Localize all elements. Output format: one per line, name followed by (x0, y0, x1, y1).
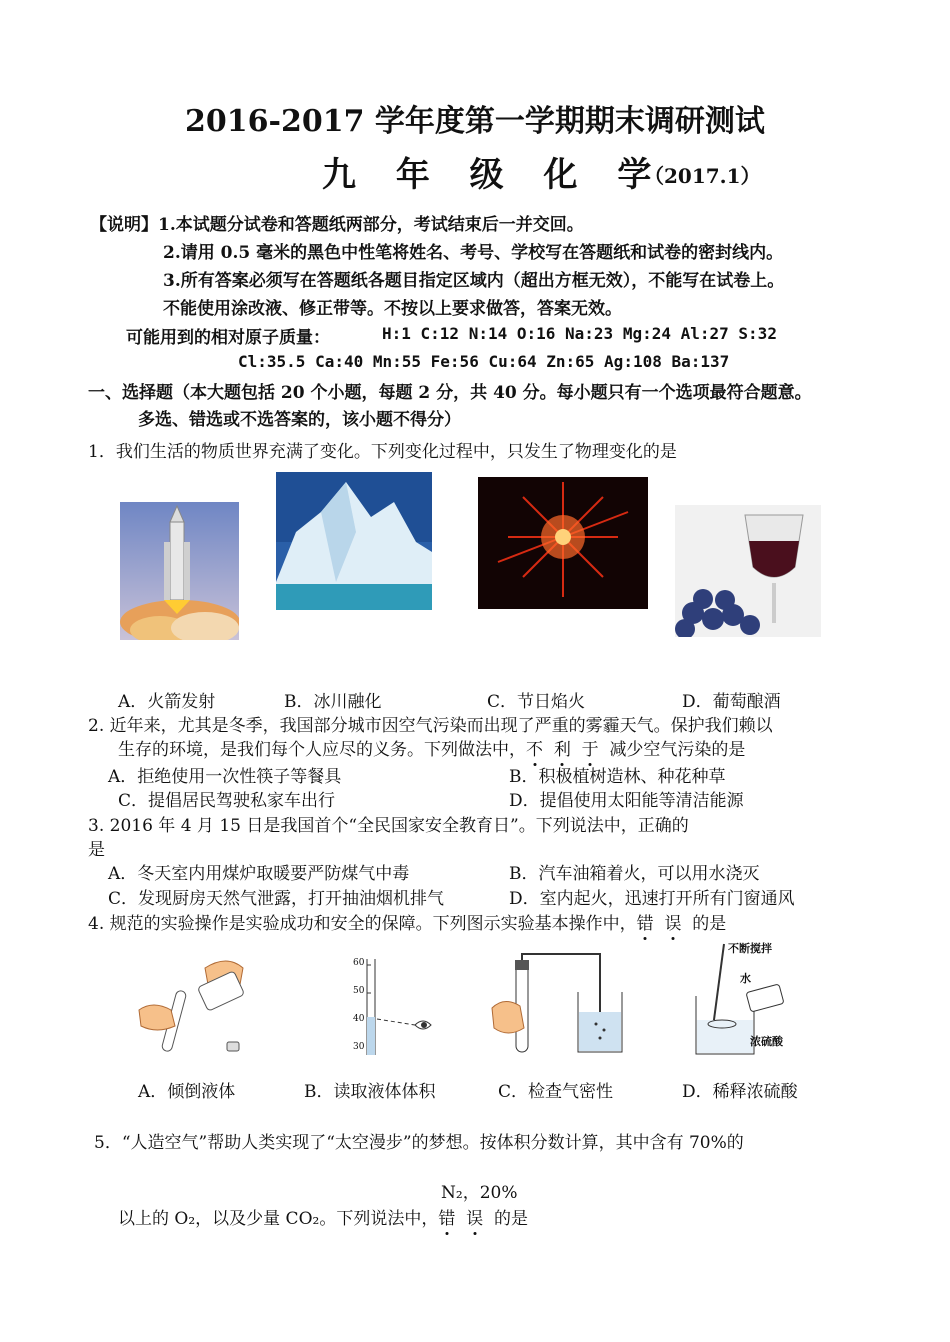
airtightness-check-figure (490, 952, 630, 1058)
rocket-launch-image (120, 502, 239, 640)
emphasis-char: 不 (526, 740, 543, 760)
emphasis-char: 误 (466, 1209, 484, 1229)
emphasis-char: 利 (553, 740, 571, 760)
cylinder-tick-label: 60 (353, 958, 365, 968)
q4-option-d: D．稀释浓硫酸 (682, 1082, 798, 1102)
atomic-masses-row-2: Cl:35.5 Ca:40 Mn:55 Fe:56 Cu:64 Zn:65 Ag:108 Ba:137 (238, 352, 730, 371)
q5-stem-line-1: 5．“人造空气”帮助人类实现了“太空漫步”的梦想。按体积分数计算，其中含有 70%的 (94, 1133, 744, 1153)
q1-stem: 1．我们生活的物质世界充满了变化。下列变化过程中，只发生了物理变化的是 (88, 442, 677, 462)
section-heading-cont: 多选、错选或不选答案的，该小题不得分） (138, 410, 461, 430)
cylinder-tick-label: 30 (353, 1042, 365, 1052)
q3-stem-line-2: 是 (88, 840, 105, 860)
q2-stem-part: 生存的环境，是我们每个人应尽的义务。下列做法中， (118, 740, 526, 760)
q2-option-a: A．拒绝使用一次性筷子等餐具 (108, 767, 342, 787)
q1-option-c: C．节日焰火 (487, 692, 586, 712)
q3-stem-line-1: 3. 2016 年 4 月 15 日是我国首个“全民国家安全教育日”。下列说法中，正确的 (88, 816, 689, 836)
q4-stem-part: 4. 规范的实验操作是实验成功和安全的保障。下列图示实验基本操作中， (88, 914, 637, 934)
q3-option-a: A．冬天室内用煤炉取暖要严防煤气中毒 (108, 864, 410, 884)
instruction-line-2: 2.请用 0.5 毫米的黑色中性笔将姓名、考号、学校写在答题纸和试卷的密封线内。 (163, 243, 784, 263)
water-label: 水 (740, 972, 751, 985)
atomic-masses-row-1: H:1 C:12 N:14 O:16 Na:23 Mg:24 Al:27 S:32 (382, 324, 777, 343)
q2-stem-part: 减少空气污染的是 (609, 740, 746, 760)
instruction-line-1: 【说明】1.本试题分试卷和答题纸两部分，考试结束后一并交回。 (90, 215, 584, 235)
q4-option-a: A．倾倒液体 (138, 1082, 236, 1102)
q5-stem-part: 以上的 O₂，以及少量 CO₂。下列说法中， (118, 1209, 439, 1229)
cylinder-tick-label: 50 (353, 986, 365, 996)
section-heading: 一、选择题（本大题包括 20 个小题，每题 2 分，共 40 分。每小题只有一个选项最符合题意。 (88, 383, 812, 403)
q1-option-b: B．冰川融化 (284, 692, 382, 712)
q5-stem-part: 的是 (493, 1209, 528, 1229)
q5-stem-line-2: N₂，20% (441, 1183, 518, 1203)
page-title: 2016-2017 学年度第一学期期末调研测试 (185, 104, 765, 139)
cylinder-tick-label: 40 (353, 1014, 365, 1024)
q2-option-b: B．积极植树造林、种花种草 (509, 767, 726, 787)
atomic-mass-label: 可能用到的相对原子质量： (126, 328, 330, 348)
fireworks-image (478, 477, 648, 609)
grapes-wine-image (675, 505, 821, 637)
emphasis-char: 错 (636, 914, 654, 934)
emphasis-char: 错 (438, 1209, 456, 1229)
q1-option-d: D．葡萄酿酒 (682, 692, 781, 712)
stir-label: 不断搅拌 (728, 942, 772, 955)
q2-stem-line-1: 2. 近年来，尤其是冬季，我国部分城市因空气污染而出现了严重的雾霾天气。保护我们赖以 (88, 716, 773, 736)
q4-option-b: B．读取液体体积 (304, 1082, 436, 1102)
q1-option-a: A．火箭发射 (118, 692, 216, 712)
dilute-acid-figure (690, 940, 800, 1060)
emphasis-char: 误 (664, 914, 682, 934)
q5-stem-line-3 (118, 1204, 528, 1229)
subject-title: 九 年 级 化 学 (322, 155, 666, 195)
exam-date: （2017.1） (644, 164, 761, 188)
q3-option-d: D．室内起火，迅速打开所有门窗通风 (509, 889, 795, 909)
q4-stem (88, 909, 726, 934)
q3-option-b: B．汽车油箱着火，可以用水浇灭 (509, 864, 760, 884)
instruction-line-3: 3.所有答案必须写在答题纸各题目指定区域内（超出方框无效），不能写在试卷上。 (163, 271, 785, 291)
q2-stem-line-2 (118, 735, 745, 760)
q3-option-c: C．发现厨房天然气泄露，打开抽油烟机排气 (108, 889, 445, 909)
emphasis-char: 于 (581, 740, 599, 760)
pouring-liquid-figure (135, 950, 255, 1060)
q4-option-c: C．检查气密性 (498, 1082, 614, 1102)
q2-option-c: C．提倡居民驾驶私家车出行 (118, 791, 336, 811)
q4-stem-part: 的是 (692, 914, 727, 934)
graduated-cylinder-figure (335, 955, 435, 1060)
q2-option-d: D．提倡使用太阳能等清洁能源 (509, 791, 744, 811)
acid-label: 浓硫酸 (750, 1035, 783, 1048)
glacier-image (276, 472, 432, 610)
instruction-line-4: 不能使用涂改液、修正带等。不按以上要求做答，答案无效。 (163, 299, 622, 319)
